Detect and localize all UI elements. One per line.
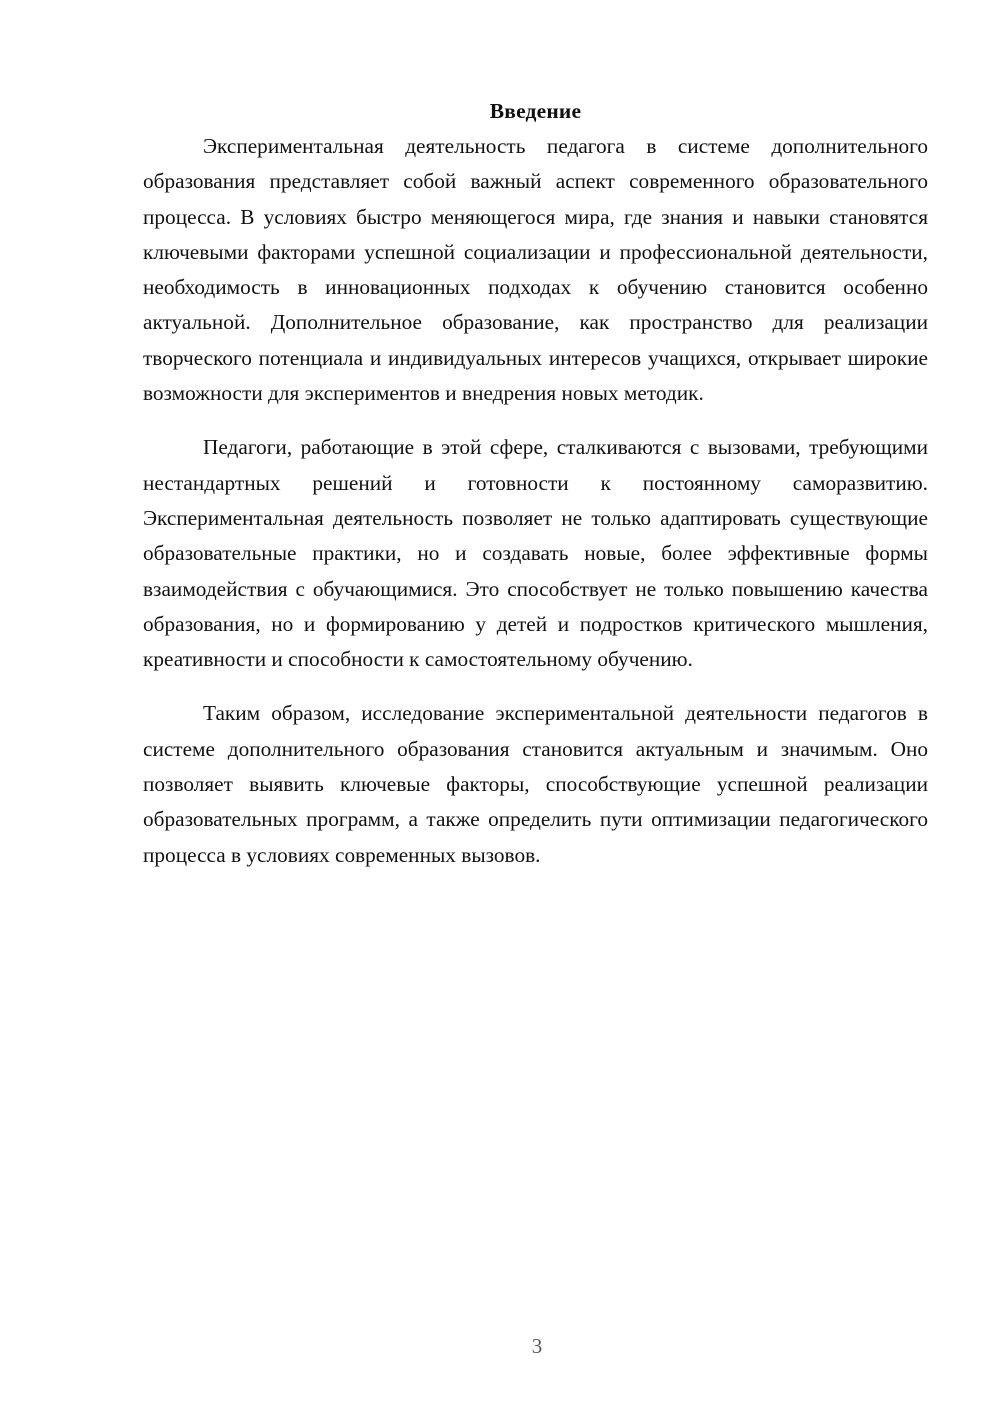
page-number: 3 <box>531 1334 543 1358</box>
body-paragraph: Таким образом, исследование экспериментальной деятельности педагогов в системе дополнительного образования становится актуальным и значимым. Оно позволяет выявить ключевые факторы, способствующие успешной реализации образовательных программ, а также определить пути оптимизации педагогического процесса в условиях современных вызовов. <box>143 701 928 867</box>
section-heading: Введение <box>489 99 582 123</box>
page-content <box>143 94 928 873</box>
body-paragraph: Педагоги, работающие в этой сфере, сталкиваются с вызовами, требующими нестандартных решений и готовности к постоянному саморазвитию. Экспериментальная деятельность позволяет не только адаптировать существующие образовательные практики, но и создавать новые, более эффективные формы взаимодействия с обучающимися. Это способствует не только повышению качества образования, но и формированию у детей и подростков критического мышления, креативности и способности к самостоятельному обучению. <box>143 435 928 672</box>
body-paragraph: Экспериментальная деятельность педагога в системе дополнительного образования представляет собой важный аспект современного образовательного процесса. В условиях быстро меняющегося мира, где знания и навыки становятся ключевыми факторами успешной социализации и профессиональной деятельности, необходимость в инновационных подходах к обучению становится особенно актуальной. Дополнительное образование, как пространство для реализации творческого потенциала и индивидуальных интересов учащихся, открывает широкие возможности для экспериментов и внедрения новых методик. <box>143 134 928 406</box>
